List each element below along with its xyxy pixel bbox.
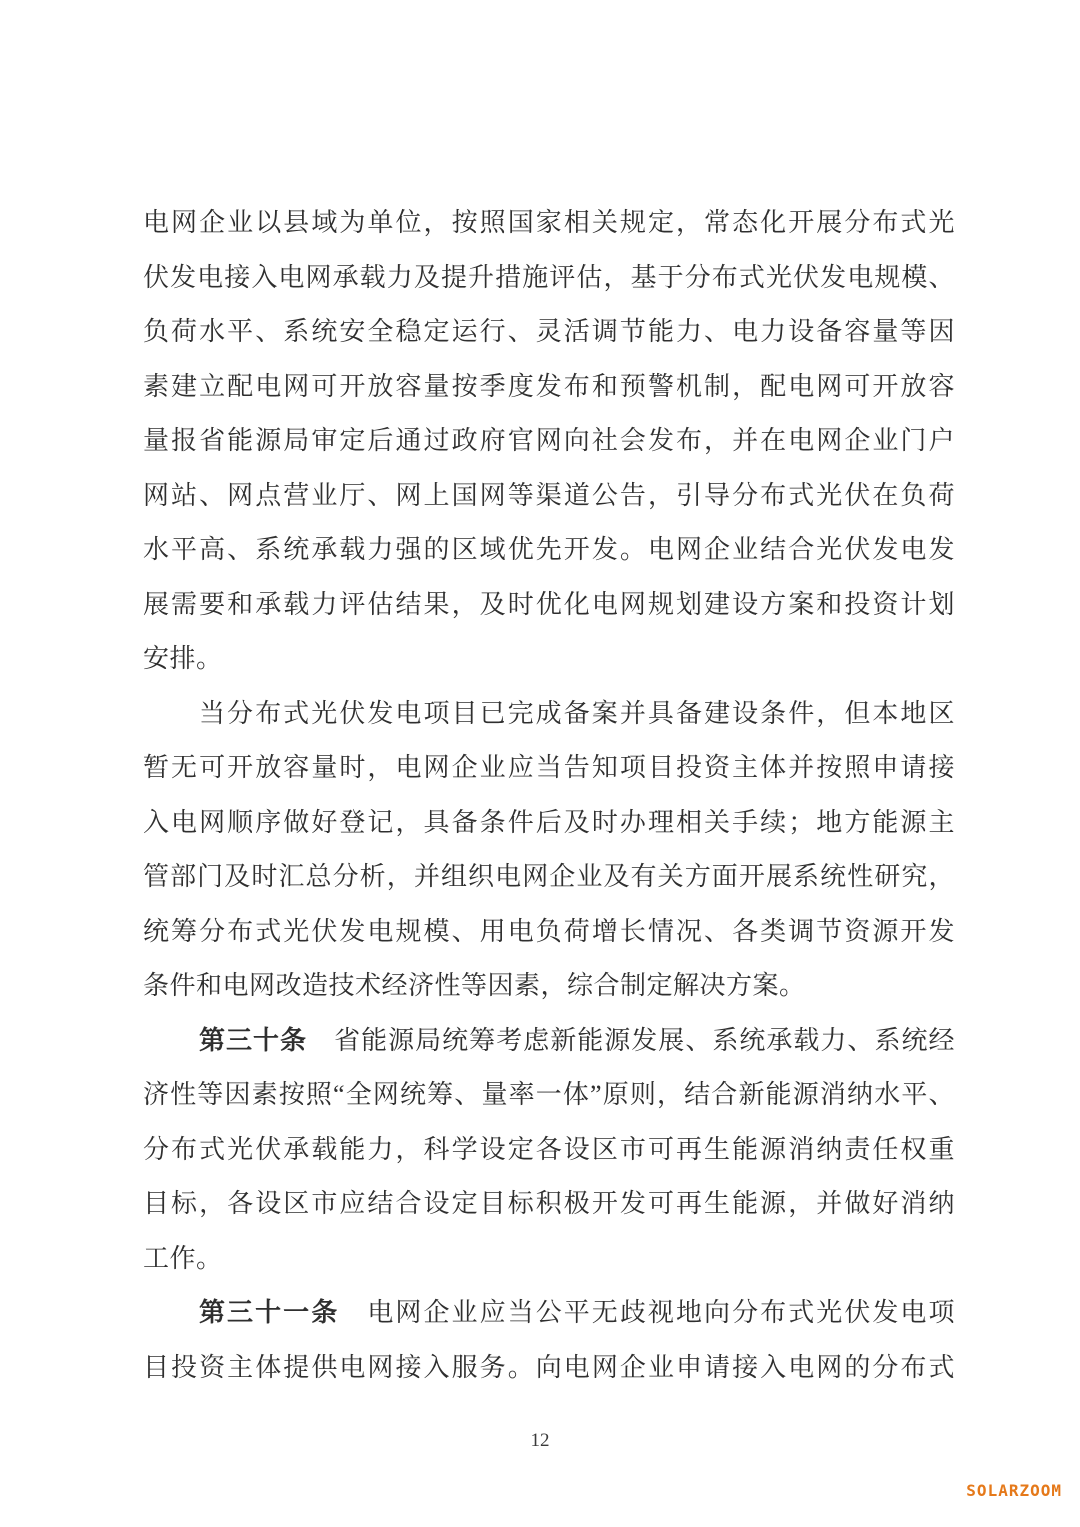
body-text: 省能源局统筹考虑新能源发展、系统承载力、系统经 xyxy=(307,1025,955,1055)
body-text: 素建立配电网可开放容量按季度发布和预警机制，配电网可开放容 xyxy=(143,371,955,401)
article-number-label: 第三十条 xyxy=(199,1025,308,1055)
text-line xyxy=(143,578,955,633)
text-line xyxy=(143,1014,955,1069)
body-text: 暂无可开放容量时，电网企业应当告知项目投资主体并按照申请接 xyxy=(143,753,955,782)
body-text: 管部门及时汇总分析，并组织电网企业及有关方面开展系统性研究， xyxy=(143,862,955,891)
text-line xyxy=(143,1123,955,1178)
body-text: 济性等因素按照“全网统筹、量率一体”原则，结合新能源消纳水平、 xyxy=(143,1080,955,1109)
text-line xyxy=(143,741,955,796)
body-text: 水平高、系统承载力强的区域优先开发。电网企业结合光伏发电发 xyxy=(143,535,955,564)
text-line xyxy=(143,850,955,905)
text-line xyxy=(143,523,955,578)
text-line xyxy=(143,1232,955,1287)
body-text: 分布式光伏承载能力，科学设定各设区市可再生能源消纳责任权重 xyxy=(143,1134,955,1164)
body-text: 伏发电接入电网承载力及提升措施评估，基于分布式光伏发电规模、 xyxy=(143,262,955,292)
body-text: 统筹分布式光伏发电规模、用电负荷增长情况、各类调节资源开发 xyxy=(143,916,955,946)
text-line xyxy=(143,905,955,960)
text-line xyxy=(143,469,955,524)
text-line xyxy=(143,1068,955,1123)
text-line xyxy=(143,305,955,360)
body-text: 当分布式光伏发电项目已完成备案并具备建设条件，但本地区 xyxy=(199,698,955,728)
text-line xyxy=(143,1341,955,1396)
text-line xyxy=(143,414,955,469)
body-text: 电网企业应当公平无歧视地向分布式光伏发电项 xyxy=(339,1298,955,1327)
text-line xyxy=(143,796,955,851)
text-line xyxy=(143,687,955,742)
body-text: 工作。 xyxy=(143,1243,223,1273)
page-number: 12 xyxy=(530,1430,550,1451)
body-text: 入电网顺序做好登记，具备条件后及时办理相关手续；地方能源主 xyxy=(143,807,955,837)
text-line xyxy=(143,1177,955,1232)
document-body xyxy=(143,196,955,1395)
body-text: 目标，各设区市应结合设定目标积极开发可再生能源，并做好消纳 xyxy=(143,1189,955,1218)
watermark-solarzoom: SOLARZOOM xyxy=(966,1481,1062,1500)
text-line xyxy=(143,251,955,306)
body-text: 量报省能源局审定后通过政府官网向社会发布，并在电网企业门户 xyxy=(143,426,955,455)
text-line xyxy=(143,632,955,687)
body-text: 负荷水平、系统安全稳定运行、灵活调节能力、电力设备容量等因 xyxy=(143,317,955,346)
body-text: 条件和电网改造技术经济性等因素，综合制定解决方案。 xyxy=(143,971,806,1000)
body-text: 展需要和承载力评估结果，及时优化电网规划建设方案和投资计划 xyxy=(143,589,955,619)
body-text: 目投资主体提供电网接入服务。向电网企业申请接入电网的分布式 xyxy=(143,1352,955,1382)
body-text: 安排。 xyxy=(143,644,223,673)
text-line xyxy=(143,1286,955,1341)
text-line xyxy=(143,360,955,415)
text-line xyxy=(143,196,955,251)
article-number-label: 第三十一条 xyxy=(199,1298,340,1327)
body-text: 网站、网点营业厅、网上国网等渠道公告，引导分布式光伏在负荷 xyxy=(143,480,955,510)
text-line xyxy=(143,959,955,1014)
body-text: 电网企业以县域为单位，按照国家相关规定，常态化开展分布式光 xyxy=(143,208,955,237)
